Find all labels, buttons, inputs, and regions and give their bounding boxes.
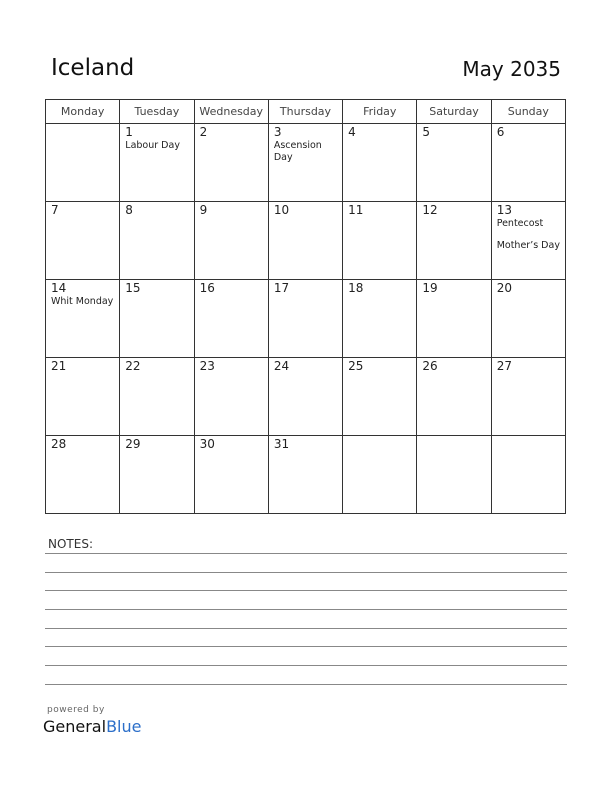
week-row — [46, 124, 566, 202]
day-number: 27 — [496, 359, 512, 373]
day-number: 29 — [125, 437, 141, 451]
day-number: 11 — [348, 203, 364, 217]
day-cell — [417, 436, 491, 514]
day-cell — [417, 124, 491, 202]
day-cell — [343, 124, 417, 202]
day-cell — [491, 202, 565, 280]
day-cell — [46, 280, 120, 358]
weekday-header: Thursday — [268, 100, 342, 124]
weekday-header: Wednesday — [194, 100, 268, 124]
week-row — [46, 280, 566, 358]
day-cell — [194, 358, 268, 436]
day-cell — [120, 280, 194, 358]
brand-general: General — [43, 717, 107, 736]
day-cell — [120, 436, 194, 514]
weekday-header: Sunday — [491, 100, 565, 124]
weekday-header: Friday — [343, 100, 417, 124]
note-line — [45, 684, 567, 685]
holiday-label: Whit Monday — [51, 296, 114, 307]
weekday-header-row — [46, 100, 566, 124]
note-line — [45, 553, 567, 554]
day-cell — [194, 280, 268, 358]
day-cell — [268, 124, 342, 202]
weekday-header: Saturday — [417, 100, 491, 124]
day-number: 21 — [51, 359, 67, 373]
day-cell — [268, 436, 342, 514]
brand-blue: Blue — [106, 717, 142, 736]
day-number: 16 — [199, 281, 215, 295]
day-cell — [343, 202, 417, 280]
day-number: 15 — [125, 281, 141, 295]
day-number: 20 — [496, 281, 512, 295]
day-number: 22 — [125, 359, 141, 373]
day-cell — [268, 280, 342, 358]
note-line — [45, 572, 567, 573]
day-cell — [194, 124, 268, 202]
powered-by-text: powered by — [47, 705, 105, 715]
day-number: 10 — [273, 203, 290, 217]
day-number: 24 — [273, 359, 290, 373]
day-number: 1 — [125, 125, 133, 139]
day-number: 31 — [273, 437, 290, 451]
note-line — [45, 628, 567, 629]
day-number: 2 — [199, 125, 208, 139]
week-row — [46, 202, 566, 280]
day-cell — [343, 280, 417, 358]
holiday-label: Ascension Day — [273, 140, 322, 163]
day-number: 3 — [273, 125, 282, 139]
day-cell — [491, 436, 565, 514]
day-cell — [120, 202, 194, 280]
day-cell — [417, 280, 491, 358]
day-cell — [343, 358, 417, 436]
note-line — [45, 665, 567, 666]
day-cell — [417, 202, 491, 280]
day-cell — [194, 436, 268, 514]
day-cell — [46, 202, 120, 280]
country-title: Iceland — [51, 55, 135, 81]
day-number: 25 — [348, 359, 364, 373]
weekday-header: Tuesday — [120, 100, 194, 124]
day-cell — [194, 202, 268, 280]
day-cell — [46, 436, 120, 514]
day-number: 9 — [199, 203, 208, 217]
day-number: 8 — [125, 203, 133, 217]
day-cell — [343, 436, 417, 514]
week-row — [46, 436, 566, 514]
note-line — [45, 590, 567, 591]
day-number: 17 — [273, 281, 290, 295]
brand-logo[interactable] — [43, 717, 141, 736]
day-cell — [417, 358, 491, 436]
day-cell — [46, 358, 120, 436]
day-cell — [120, 124, 194, 202]
day-cell — [120, 358, 194, 436]
day-cell — [491, 280, 565, 358]
day-number: 14 — [51, 281, 67, 295]
weekday-header: Monday — [46, 100, 120, 124]
month-year-title: May 2035 — [462, 57, 561, 81]
day-cell — [268, 358, 342, 436]
day-number: 30 — [199, 437, 215, 451]
day-number: 28 — [51, 437, 67, 451]
day-number: 5 — [422, 125, 431, 139]
holiday-label: Pentecost — [496, 218, 544, 229]
note-line — [45, 646, 567, 647]
notes-label: NOTES: — [48, 537, 93, 551]
day-number: 18 — [348, 281, 364, 295]
day-cell — [491, 124, 565, 202]
day-cell — [491, 358, 565, 436]
day-number: 6 — [496, 125, 505, 139]
note-line — [45, 609, 567, 610]
day-number: 26 — [422, 359, 438, 373]
holiday-label: Mother’s Day — [496, 240, 560, 251]
holiday-label: Labour Day — [125, 140, 180, 151]
calendar-grid — [45, 99, 566, 514]
day-number: 4 — [348, 125, 356, 139]
day-cell — [46, 124, 120, 202]
day-cell — [268, 202, 342, 280]
day-number: 23 — [199, 359, 215, 373]
day-number: 7 — [51, 203, 59, 217]
week-row — [46, 358, 566, 436]
day-number: 12 — [422, 203, 438, 217]
calendar-body — [46, 124, 566, 514]
day-number: 19 — [422, 281, 438, 295]
day-number: 13 — [496, 203, 512, 217]
